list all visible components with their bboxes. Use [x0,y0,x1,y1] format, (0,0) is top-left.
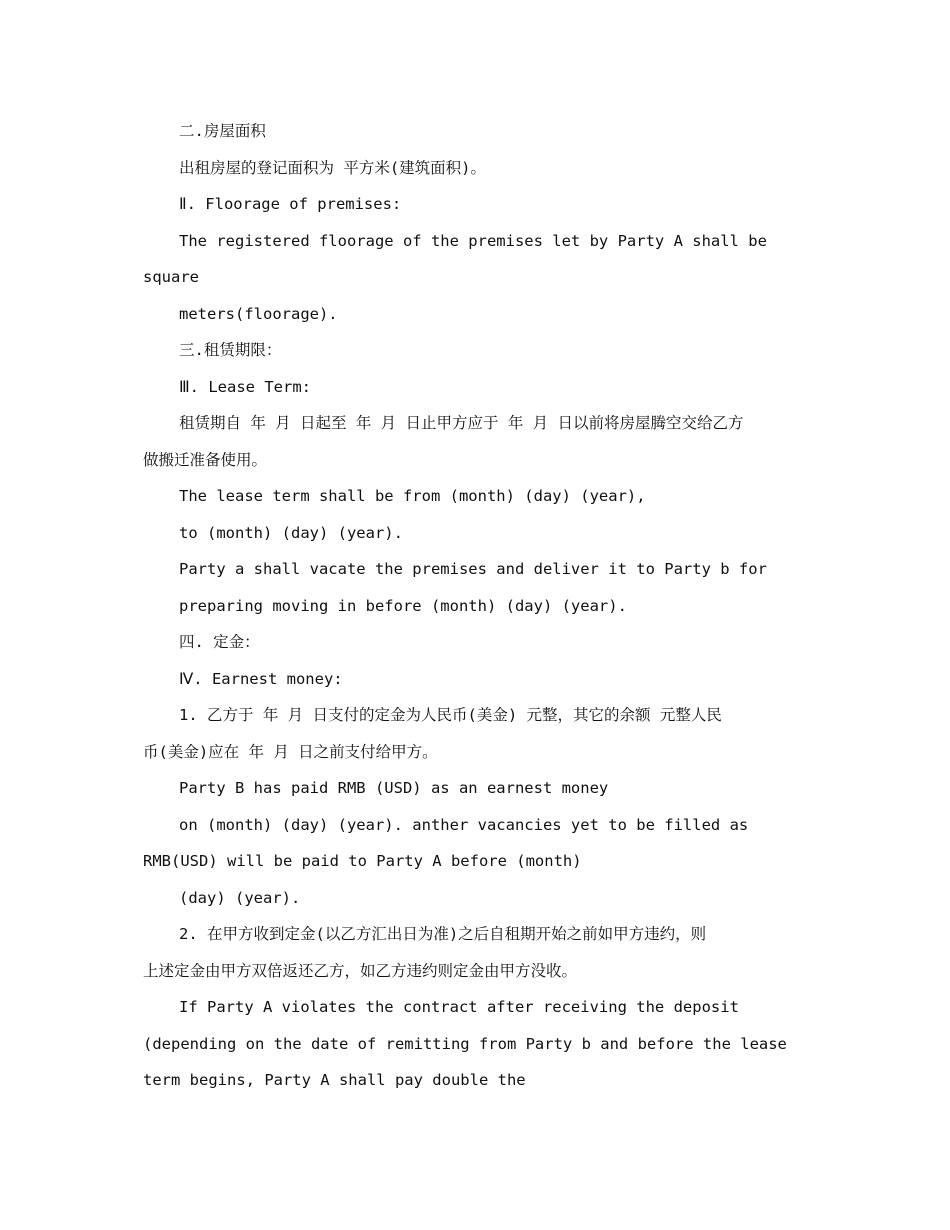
text-line: 租赁期自 年 月 日起至 年 月 日止甲方应于 年 月 日以前将房屋腾空交给乙方 [179,414,744,432]
text-line: 币(美金)应在 年 月 日之前支付给甲方。 [143,742,438,761]
text-line: Party a shall vacate the premises and deliver it to Party b for [179,560,767,578]
text-line: on (month) (day) (year). anther vacancies yet to be filled as [179,815,749,834]
text-line: to (month) (day) (year). [179,523,403,542]
text-line: 做搬迁准备使用。 [143,450,268,469]
text-line: term begins, Party A shall pay double the [143,1071,526,1089]
text-line: preparing moving in before (month) (day) (year). [179,596,627,615]
text-line: The lease term shall be from (month) (day) (year), [179,487,646,505]
text-line: (depending on the date of remitting from Party b and before the lease [143,1034,787,1053]
text-line: 二.房屋面积 [179,122,266,140]
text-line: 三.租赁期限： [179,341,282,359]
text-line: 2. 在甲方收到定金(以乙方汇出日为准)之后自租期开始之前如甲方违约，则 [179,925,707,943]
text-line: If Party A violates the contract after receiving the deposit [179,998,739,1016]
text-line: (day) (year). [179,888,301,907]
text-line: 1. 乙方于 年 月 日支付的定金为人民币(美金) 元整，其它的余额 元整人民 [179,706,722,724]
text-line: The registered floorage of the premises let by Party A shall be [179,231,767,250]
text-line: Ⅱ. Floorage of premises: [179,195,402,213]
text-line: 上述定金由甲方双倍返还乙方，如乙方违约则定金由甲方没收。 [143,961,578,980]
text-line: meters(floorage). [179,304,338,323]
document-body [143,113,808,1099]
text-line: 四. 定金： [179,633,260,651]
text-line: 出租房屋的登记面积为 平方米(建筑面积)。 [179,158,486,177]
text-line: Ⅳ. Earnest money: [179,669,343,688]
text-line: Ⅲ. Lease Term: [179,377,311,396]
text-line: square [143,268,199,286]
text-line: RMB(USD) will be paid to Party A before (month) [143,852,582,870]
text-line: Party B has paid RMB (USD) as an earnest money [179,779,609,797]
